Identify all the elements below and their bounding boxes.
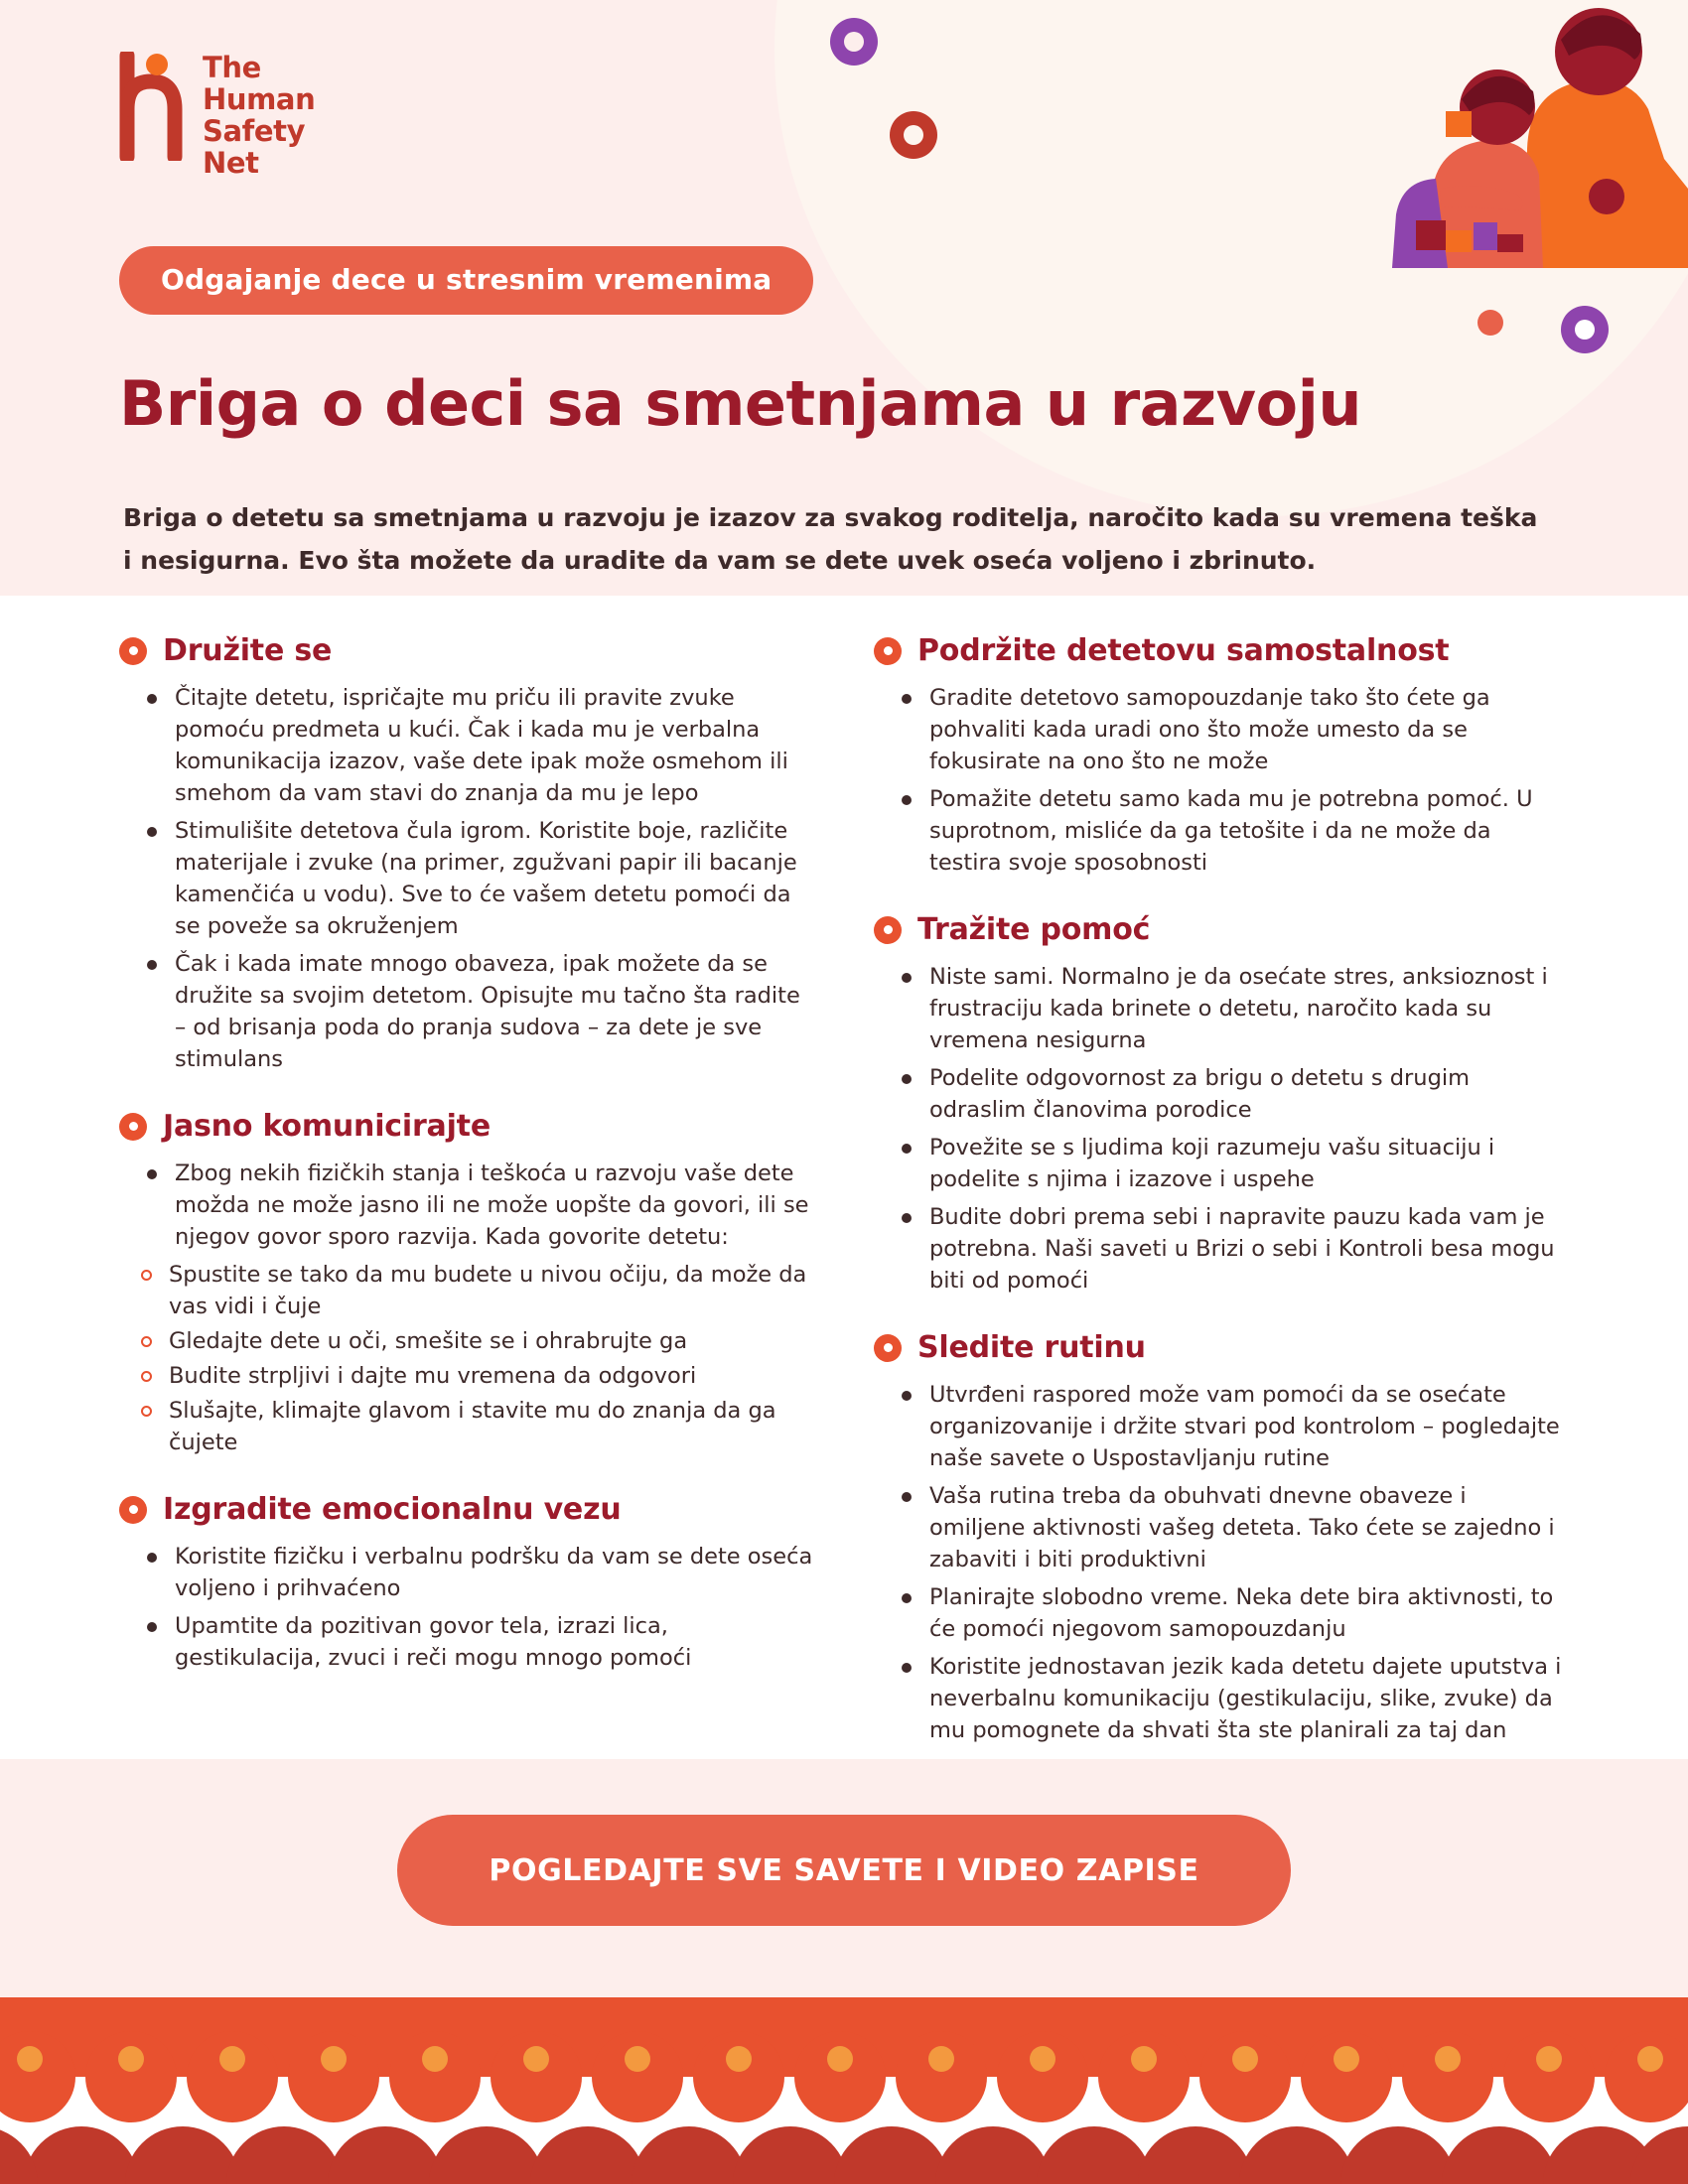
- tip-item: Koristite jednostavan jezik kada detetu dajete uputstva i neverbalnu komunikaciju (gestikulaciju, slike, zvuke) da mu pomognete da shvati šta ste planirali za taj dan: [896, 1651, 1569, 1746]
- section-title: Tražite pomoć: [917, 912, 1151, 947]
- tip-list: [896, 961, 1569, 1297]
- page-title: Briga o deci sa smetnjama u razvoju: [119, 367, 1361, 440]
- section-bullet-icon: [119, 1496, 147, 1524]
- logo-text: [203, 52, 315, 179]
- illustration-family-playing: [1132, 0, 1688, 268]
- tip-list: [141, 1541, 814, 1674]
- tip-item: Budite dobri prema sebi i napravite pauzu kada vam je potrebna. Naši saveti u Brizi o sebi i Kontroli besa mogu biti od pomoći: [896, 1201, 1569, 1297]
- header-band: [0, 0, 1688, 596]
- dot-purple-1-inner: [844, 32, 864, 52]
- section-header: [874, 633, 1569, 668]
- tip-item: Upamtite da pozitivan govor tela, izrazi lica, gestikulacija, zvuci i reči mogu mnogo pomoći: [141, 1610, 814, 1674]
- intro-paragraph: Briga o detetu sa smetnjama u razvoju je izazov za svakog roditelja, naročito kada su vremena teška i nesigurna. Evo šta možete da uradite da vam se dete uvek oseća voljeno i zbrinuto.: [123, 503, 1538, 575]
- tip-item: Koristite fizičku i verbalnu podršku da vam se dete oseća voljeno i prihvaćeno: [141, 1541, 814, 1604]
- section-jasno-komunicirajte: [119, 1109, 814, 1458]
- tip-subitem: Budite strpljivi i dajte mu vremena da odgovori: [133, 1360, 814, 1392]
- tip-subitem: Gledajte dete u oči, smešite se i ohrabrujte ga: [133, 1325, 814, 1357]
- section-title: Podržite detetovu samostalnost: [917, 633, 1450, 668]
- section-header: [119, 1109, 814, 1144]
- content-area: [0, 608, 1688, 1759]
- tip-item: Zbog nekih fizičkih stanja i teškoća u razvoju vaše dete možda ne može jasno ili ne može uopšte da govori, ili se njegov govor sporo razvija. Kada govorite detetu:: [141, 1158, 814, 1253]
- section-bullet-icon: [874, 637, 902, 665]
- section-title: Družite se: [163, 633, 333, 668]
- section-title: Izgradite emocionalnu vezu: [163, 1492, 622, 1527]
- category-pill: Odgajanje dece u stresnim vremenima: [119, 246, 813, 315]
- tip-item: Vaša rutina treba da obuhvati dnevne obaveze i omiljene aktivnosti vašeg deteta. Tako ćete se zajedno i zabaviti i biti produktivni: [896, 1480, 1569, 1575]
- logo-line-3: Safety: [203, 114, 306, 148]
- left-column: [119, 633, 814, 1707]
- section-izgradite-emocionalnu-vezu: [119, 1492, 814, 1674]
- section-title: Sledite rutinu: [917, 1330, 1146, 1365]
- tip-item: Povežite se s ljudima koji razumeju vašu situaciju i podelite s njima i izazove i uspehe: [896, 1132, 1569, 1195]
- section-bullet-icon: [119, 637, 147, 665]
- section-trazite-pomoc: [874, 912, 1569, 1297]
- section-header: [119, 633, 814, 668]
- section-podrzite-detetovu-samostalnost: [874, 633, 1569, 879]
- tip-item: Čitajte detetu, ispričajte mu priču ili pravite zvuke pomoću predmeta u kući. Čak i kada mu je verbalna komunikacija izazov, vaše dete ipak može osmehom ili smehom da vam stavi do znanja da mu je lepo: [141, 682, 814, 809]
- tip-sublist: [133, 1259, 814, 1458]
- tip-list: [141, 682, 814, 1075]
- tip-item: Planirajte slobodno vreme. Neka dete bira aktivnosti, to će pomoći njegovom samopouzdanju: [896, 1581, 1569, 1645]
- section-bullet-icon: [119, 1113, 147, 1141]
- logo[interactable]: [117, 30, 375, 180]
- tip-item: Utvrđeni raspored može vam pomoći da se osećate organizovanije i držite stvari pod kontrolom – pogledajte naše savete o Uspostavljanju rutine: [896, 1379, 1569, 1474]
- tip-item: Gradite detetovo samopouzdanje tako što ćete ga pohvaliti kada uradi ono što može umesto da se fokusirate na ono što ne može: [896, 682, 1569, 777]
- dot-red-1: [884, 36, 906, 58]
- section-header: [874, 912, 1569, 947]
- footer-scallops: [0, 1997, 1688, 2184]
- dot-maroon-3: [1589, 179, 1624, 214]
- section-sledite-rutinu: [874, 1330, 1569, 1746]
- dot-purple-5-inner: [1575, 320, 1595, 340]
- tip-subitem: Spustite se tako da mu budete u nivou očiju, da može da vas vidi i čuje: [133, 1259, 814, 1322]
- right-column: [874, 633, 1569, 1780]
- footer-decoration: [0, 1997, 1688, 2184]
- dot-red-2-inner: [904, 125, 923, 145]
- logo-line-1: The: [203, 51, 261, 84]
- tip-list: [141, 1158, 814, 1253]
- tip-item: Čak i kada imate mnogo obaveza, ipak možete da se družite sa svojim detetom. Opisujte mu tačno šta radite – od brisanja poda do pranja sudova – za dete je sve stimulans: [141, 948, 814, 1075]
- tip-item: Podelite odgovornost za brigu o detetu s drugim odraslim članovima porodice: [896, 1062, 1569, 1126]
- tip-list: [896, 682, 1569, 879]
- section-druzite-se: [119, 633, 814, 1075]
- section-bullet-icon: [874, 916, 902, 944]
- section-title: Jasno komunicirajte: [163, 1109, 491, 1144]
- dot-coral-4: [1477, 310, 1503, 336]
- tip-subitem: Slušajte, klimajte glavom i stavite mu do znanja da ga čujete: [133, 1395, 814, 1458]
- logo-line-2: Human: [203, 82, 316, 116]
- tip-list: [896, 1379, 1569, 1746]
- logo-line-4: Net: [203, 146, 259, 180]
- tip-item: Niste sami. Normalno je da osećate stres, anksioznost i frustraciju kada brinete o detetu, naročito kada su vremena nesigurna: [896, 961, 1569, 1056]
- tip-item: Pomažite detetu samo kada mu je potrebna pomoć. U suprotnom, misliće da ga tetošite i da ne može da testira svoje sposobnosti: [896, 783, 1569, 879]
- section-header: [119, 1492, 814, 1527]
- tip-item: Stimulišite detetova čula igrom. Koristite boje, različite materijale i zvuke (na primer, zgužvani papir ili bacanje kamenčića u vodu). Sve to će vašem detetu pomoći da se poveže sa okruženjem: [141, 815, 814, 942]
- section-bullet-icon: [874, 1334, 902, 1362]
- hsn-logo-icon: [117, 52, 183, 161]
- section-header: [874, 1330, 1569, 1365]
- view-all-tips-button[interactable]: POGLEDAJTE SVE SAVETE I VIDEO ZAPISE: [397, 1815, 1291, 1926]
